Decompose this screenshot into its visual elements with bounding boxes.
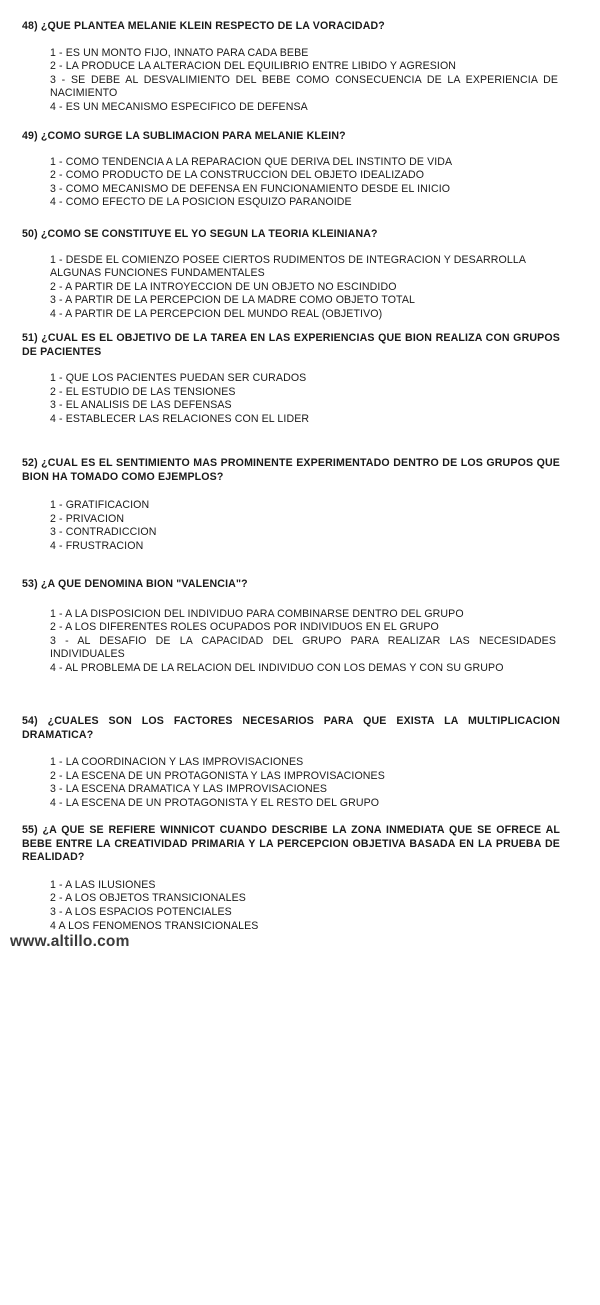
option: 1 - GRATIFICACION — [50, 499, 150, 512]
question-text: 53) ¿A QUE DENOMINA BION "VALENCIA"? — [22, 578, 248, 590]
option: 3 - SE DEBE AL DESVALIMIENTO DEL BEBE COMO CONSECUENCIA DE LA EXPERIENCIA DE NACIMIENTO — [50, 73, 558, 100]
question-49 — [22, 130, 562, 210]
option: 1 - QUE LOS PACIENTES PUEDAN SER CURADOS — [50, 372, 307, 385]
options-list — [22, 756, 540, 810]
option: 4 - COMO EFECTO DE LA POSICION ESQUIZO PARANOIDE — [50, 196, 352, 209]
question-55 — [22, 824, 560, 933]
question-50 — [22, 228, 562, 322]
option: 1 - DESDE EL COMIENZO POSEE CIERTOS RUDIMENTOS DE INTEGRACION Y DESARROLLA ALGUNAS FUNCIONES FUNDAMENTALES — [50, 253, 526, 280]
option: 4 - A PARTIR DE LA PERCEPCION DEL MUNDO REAL (OBJETIVO) — [50, 307, 383, 320]
option: 2 - PRIVACION — [50, 512, 125, 525]
options-list — [22, 608, 556, 676]
option: 3 - EL ANALISIS DE LAS DEFENSAS — [50, 399, 232, 412]
question-52 — [22, 457, 560, 554]
question-54 — [22, 715, 560, 811]
option: 2 - EL ESTUDIO DE LAS TENSIONES — [50, 385, 236, 398]
question-53 — [22, 578, 562, 676]
options-list — [22, 156, 558, 210]
question-text: 52) ¿CUAL ES EL SENTIMIENTO MAS PROMINENTE EXPERIMENTADO DENTRO DE LOS GRUPOS QUE BION HA TOMADO COMO EJEMPLOS? — [22, 457, 560, 483]
option: 2 - LA ESCENA DE UN PROTAGONISTA Y LAS IMPROVISACIONES — [50, 769, 385, 782]
option: 4 - AL PROBLEMA DE LA RELACION DEL INDIVIDUO CON LOS DEMAS Y CON SU GRUPO — [50, 661, 504, 674]
options-list — [22, 499, 540, 553]
option: 3 - CONTRADICCION — [50, 526, 157, 539]
question-48 — [22, 20, 562, 115]
options-list — [22, 254, 526, 322]
question-text: 55) ¿A QUE SE REFIERE WINNICOT CUANDO DESCRIBE LA ZONA INMEDIATA QUE SE OFRECE AL BEBE ENTRE LA CREATIVIDAD PRIMARIA Y LA PERCEPCION OBJETIVA BASADA EN LA PRUEBA DE REALIDAD? — [22, 824, 560, 864]
options-list — [22, 372, 540, 426]
option: 3 - A LOS ESPACIOS POTENCIALES — [50, 905, 232, 918]
question-text: 50) ¿COMO SE CONSTITUYE EL YO SEGUN LA TEORIA KLEINIANA? — [22, 228, 378, 240]
option: 2 - COMO PRODUCTO DE LA CONSTRUCCION DEL OBJETO IDEALIZADO — [50, 169, 425, 182]
question-51 — [22, 332, 560, 427]
question-text: 54) ¿CUALES SON LOS FACTORES NECESARIOS PARA QUE EXISTA LA MULTIPLICACION DRAMATICA? — [22, 715, 560, 741]
watermark-text: www.altillo.com — [10, 933, 130, 950]
options-list — [22, 879, 540, 933]
question-text: 48) ¿QUE PLANTEA MELANIE KLEIN RESPECTO DE LA VORACIDAD? — [22, 20, 385, 32]
question-text: 51) ¿CUAL ES EL OBJETIVO DE LA TAREA EN LAS EXPERIENCIAS QUE BION REALIZA CON GRUPOS DE PACIENTES — [22, 332, 560, 358]
option: 2 - LA PRODUCE LA ALTERACION DEL EQUILIBRIO ENTRE LIBIDO Y AGRESION — [50, 60, 457, 73]
option: 1 - ES UN MONTO FIJO, INNATO PARA CADA BEBE — [50, 46, 309, 59]
option: 4 - ESTABLECER LAS RELACIONES CON EL LIDER — [50, 412, 310, 425]
option: 2 - A LOS DIFERENTES ROLES OCUPADOS POR INDIVIDUOS EN EL GRUPO — [50, 621, 439, 634]
option: 4 - LA ESCENA DE UN PROTAGONISTA Y EL RESTO DEL GRUPO — [50, 796, 380, 809]
option: 4 - FRUSTRACION — [50, 539, 144, 552]
options-list — [22, 47, 558, 115]
option: 3 - AL DESAFIO DE LA CAPACIDAD DEL GRUPO PARA REALIZAR LAS NECESIDADES INDIVIDUALES — [50, 634, 556, 661]
option: 2 - A LOS OBJETOS TRANSICIONALES — [50, 892, 246, 905]
option: 3 - COMO MECANISMO DE DEFENSA EN FUNCIONAMIENTO DESDE EL INICIO — [50, 182, 451, 195]
option: 3 - A PARTIR DE LA PERCEPCION DE LA MADRE COMO OBJETO TOTAL — [50, 294, 416, 307]
option: 2 - A PARTIR DE LA INTROYECCION DE UN OBJETO NO ESCINDIDO — [50, 280, 397, 293]
option: 4 A LOS FENOMENOS TRANSICIONALES — [50, 919, 259, 932]
option: 1 - A LAS ILUSIONES — [50, 878, 156, 891]
option: 1 - COMO TENDENCIA A LA REPARACION QUE DERIVA DEL INSTINTO DE VIDA — [50, 155, 453, 168]
option: 3 - LA ESCENA DRAMATICA Y LAS IMPROVISACIONES — [50, 783, 328, 796]
question-text: 49) ¿COMO SURGE LA SUBLIMACION PARA MELANIE KLEIN? — [22, 130, 346, 142]
option: 4 - ES UN MECANISMO ESPECIFICO DE DEFENSA — [50, 100, 308, 113]
option: 1 - LA COORDINACION Y LAS IMPROVISACIONES — [50, 756, 304, 769]
option: 1 - A LA DISPOSICION DEL INDIVIDUO PARA COMBINARSE DENTRO DEL GRUPO — [50, 607, 464, 620]
